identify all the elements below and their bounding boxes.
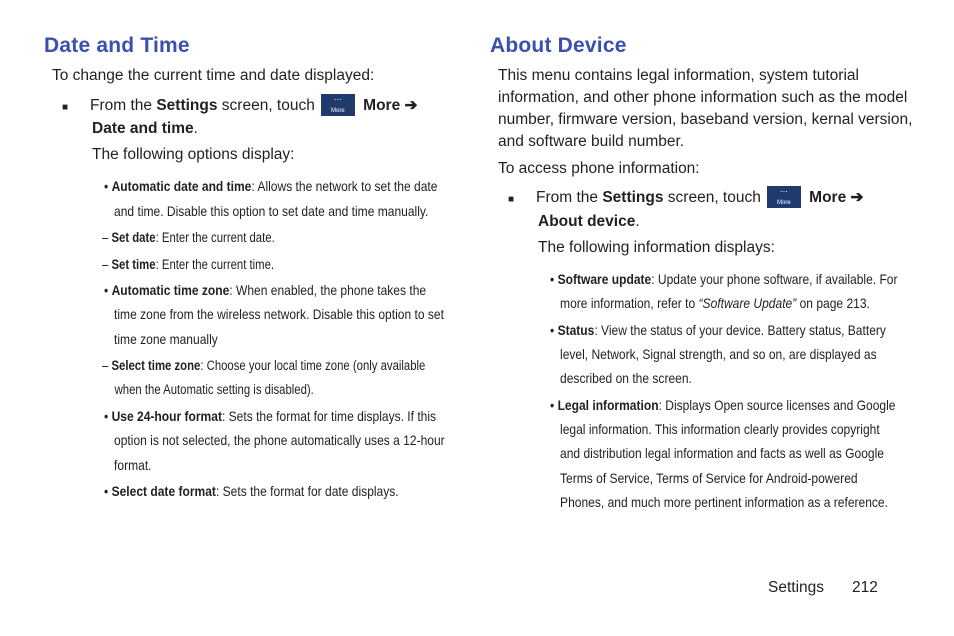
list-item: • Status: View the status of your device. Battery status, Battery (550, 322, 886, 338)
square-bullet-icon: ■ (508, 194, 515, 205)
list-item-cont: and distribution legal information and facts as well as Google (560, 445, 884, 461)
page-number: 212 (852, 579, 878, 596)
section-heading: About Device (490, 34, 627, 57)
settings-label: Settings (602, 189, 664, 206)
sub-item-cont: when the Automatic setting is disabled). (114, 382, 314, 397)
list-item-cont: Phones, and much more pertinent information as a reference. (560, 494, 888, 510)
list-item-cont: option is not selected, the phone automatically uses a 12-hour (114, 432, 445, 448)
list-item-cont: level, Network, Signal strength, and so on, are displayed as (560, 346, 877, 362)
settings-label: Settings (156, 97, 218, 114)
list-item-cont: more information, refer to “Software Update” on page 213. (560, 295, 870, 311)
step-target: Date and time. (92, 120, 198, 137)
intro-line: information, and other phone information such as the model (498, 89, 908, 106)
intro-line: This menu contains legal information, system tutorial (498, 67, 859, 84)
list-item-cont: and time. Disable this option to set date and time manually. (114, 203, 429, 219)
list-item: • Select date format: Sets the format for date displays. (104, 483, 399, 499)
following-text: The following options display: (92, 146, 295, 163)
list-item: • Automatic time zone: When enabled, the phone takes the (104, 282, 427, 298)
more-label: More ➔ (363, 97, 418, 114)
list-item-cont: described on the screen. (560, 370, 692, 386)
list-item: • Software update: Update your phone software, if available. For (550, 271, 898, 287)
step-target: About device. (538, 213, 640, 230)
more-icon: ⋯ More (767, 186, 801, 208)
step-line: ■ From the Settings screen, touch ⋯ More More ➔ (508, 186, 863, 211)
step-line: ■ From the Settings screen, touch ⋯ More More ➔ (62, 94, 417, 119)
footer-section-name: Settings (768, 579, 825, 596)
sub-item: – Set time: Enter the current time. (102, 257, 275, 272)
list-item-cont: legal information. This information clearly provides copyright (560, 421, 880, 437)
square-bullet-icon: ■ (62, 102, 69, 113)
list-item-cont: format. (114, 457, 152, 473)
more-label: More ➔ (809, 189, 864, 206)
list-item-cont: time zone from the wireless network. Disable this option to set (114, 306, 444, 322)
list-item: • Automatic date and time: Allows the network to set the date (104, 178, 438, 194)
sub-item: – Select time zone: Choose your local time zone (only available (102, 358, 426, 373)
sub-item: – Set date: Enter the current date. (102, 230, 275, 245)
intro-text: To change the current time and date displayed: (52, 67, 375, 84)
access-text: To access phone information: (498, 160, 700, 177)
cross-reference-link[interactable]: “Software Update” (698, 295, 797, 311)
list-item: • Legal information: Displays Open source licenses and Google (550, 397, 896, 413)
list-item-cont: time zone manually (114, 331, 218, 347)
intro-line: number, firmware version, baseband version, kernal version, (498, 111, 913, 128)
list-item: • Use 24-hour format: Sets the format for time displays. If this (104, 408, 437, 424)
intro-line: and software build number. (498, 133, 685, 150)
following-text: The following information displays: (538, 239, 775, 256)
more-icon: ⋯ More (321, 94, 355, 116)
section-heading: Date and Time (44, 34, 190, 57)
list-item-cont: Terms of Service, Terms of Service for Android-powered (560, 470, 858, 486)
